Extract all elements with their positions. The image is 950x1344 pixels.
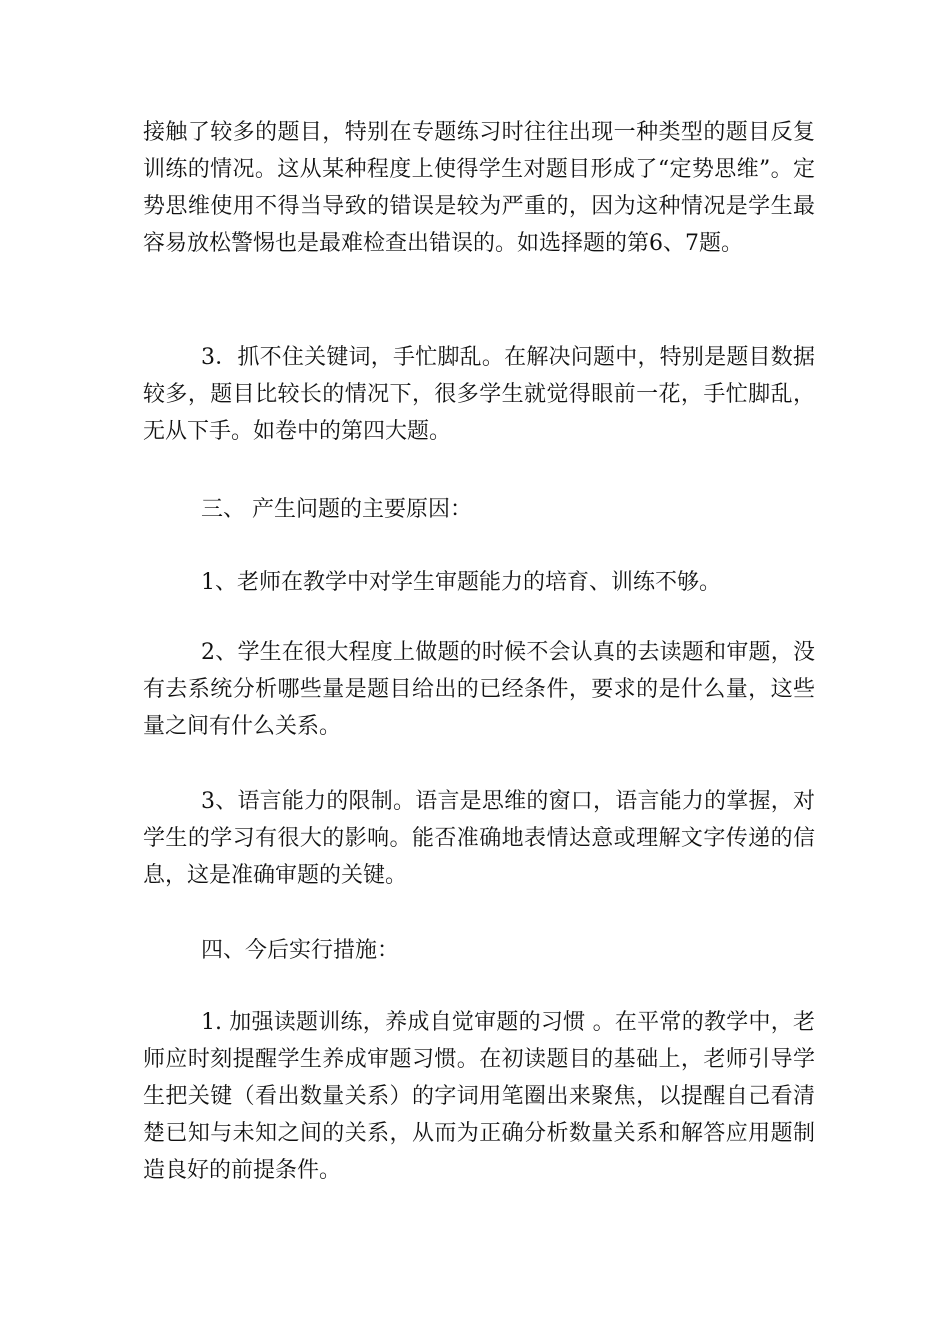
paragraph-measure-1: 1. 加强读题训练，养成自觉审题的习惯 。在平常的教学中，老师应时刻提醒学生养成审题习惯。在初读题目的基础上，老师引导学生把关键（看出数量关系）的字词用笔圈出来聚焦，以提醒自己看清楚已知与未知之间的关系，从而为正确分析数量关系和解答应用题制造良好的前提条件。 (143, 1010, 815, 1183)
paragraph-cause-2: 2、学生在很大程度上做题的时候不会认真的去读题和审题，没有去系统分析哪些量是题目给出的已经条件，要求的是什么量，这些量之间有什么关系。 (143, 640, 815, 739)
section-heading-measures: 四、今后实行措施： (201, 938, 400, 963)
paragraph-cause-3: 3、语言能力的限制。语言是思维的窗口，语言能力的掌握，对学生的学习有很大的影响。能否准确地表情达意或理解文字传递的信息，这是准确审题的关键。 (143, 789, 815, 888)
paragraph-continuation: 接触了较多的题目，特别在专题练习时往往出现一种类型的题目反复训练的情况。这从某种程度上使得学生对题目形成了“定势思维”。定势思维使用不得当导致的错误是较为严重的，因为这种情况是学生最容易放松警惕也是最难检查出错误的。如选择题的第6、7题。 (143, 120, 815, 256)
paragraph-cause-1: 1、老师在教学中对学生审题能力的培育、训练不够。 (201, 570, 721, 595)
section-heading-causes: 三、 产生问题的主要原因： (201, 497, 472, 522)
paragraph-keywords-point: 3．抓不住关键词，手忙脚乱。在解决问题中，特别是题目数据较多，题目比较长的情况下，很多学生就觉得眼前一花，手忙脚乱，无从下手。如卷中的第四大题。 (143, 345, 815, 444)
